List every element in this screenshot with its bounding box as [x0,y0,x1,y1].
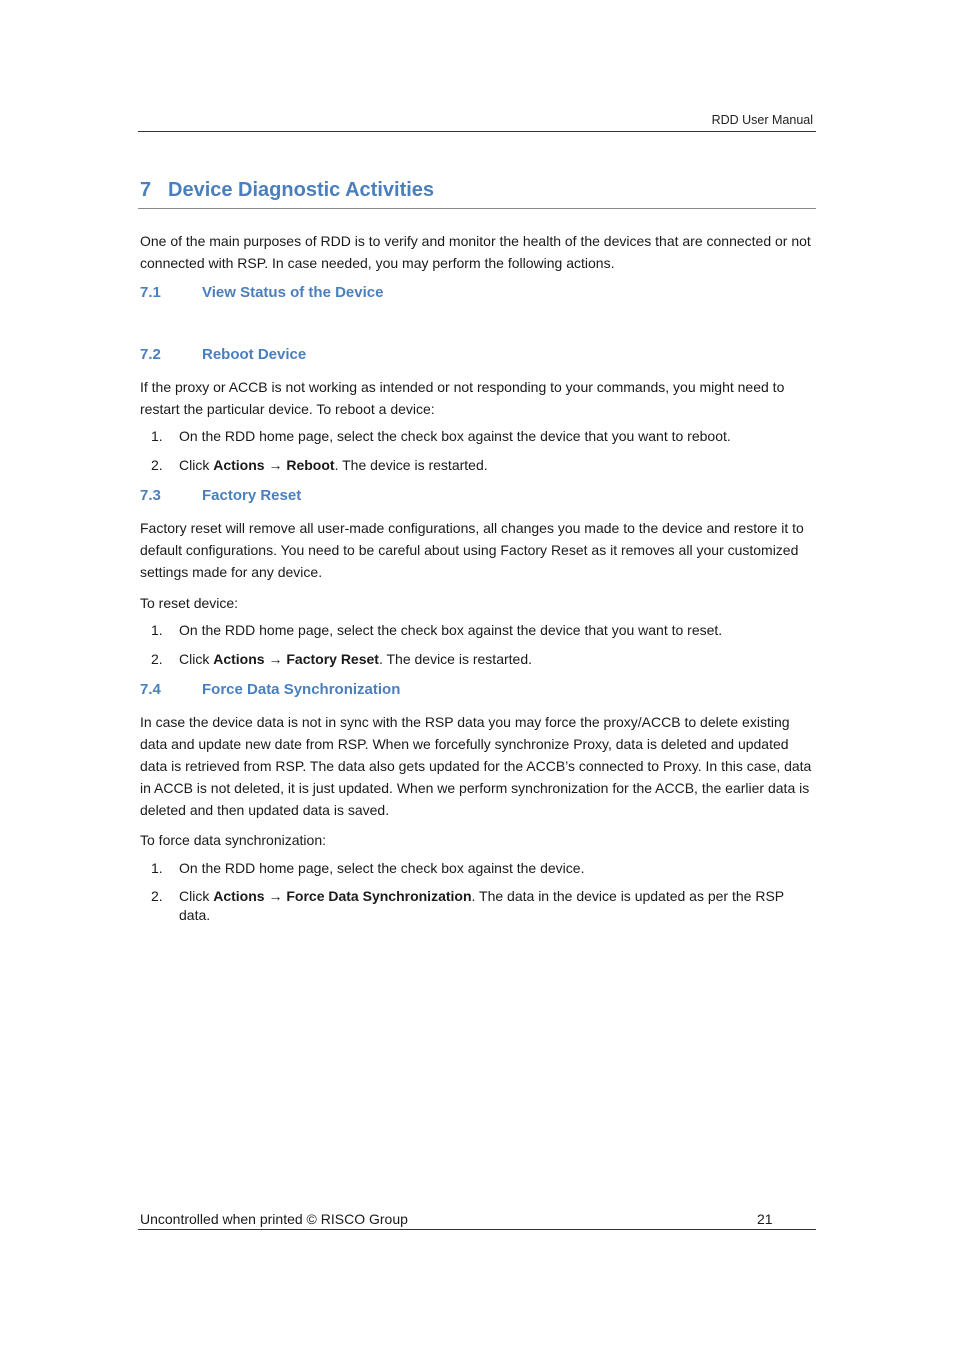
section-intro-7-2: If the proxy or ACCB is not working as intended or not responding to your commands, you might need to restart the particular device. To reboot a device: [140,379,785,417]
actions-label: Actions [213,888,265,904]
arrow-icon: → [264,888,287,904]
running-header: RDD User Manual [711,113,813,127]
list-text: Click Actions → Reboot. The device is restarted. [179,457,488,473]
list-number: 1. [151,428,163,444]
list-number: 2. [151,651,163,667]
list-item [151,859,811,878]
section-lead-7-4: To force data synchronization: [140,832,326,848]
list-item [151,427,811,446]
list-text: On the RDD home page, select the check box against the device that you want to reset. [179,622,723,638]
arrow-icon: → [264,457,287,473]
actions-label: Actions [213,457,265,473]
list-number: 1. [151,860,163,876]
chapter-number: 7 [140,179,152,201]
list-text: On the RDD home page, select the check box against the device. [179,860,585,876]
section-heading-7-4 [140,681,400,698]
section-number: 7.1 [140,284,161,301]
reboot-label: Reboot [286,457,335,473]
section-heading-7-3 [140,487,301,504]
list-number: 2. [151,457,163,473]
section-title: Force Data Synchronization [202,681,401,698]
section-number: 7.2 [140,346,161,363]
footer-notice: Uncontrolled when printed © RISCO Group [140,1211,408,1227]
section-intro-7-4: In case the device data is not in sync with the RSP data you may force the proxy/ACCB to delete existing data and update new date from RSP. When we forcefully synchronize Proxy, data is deleted and updated data is retrieved from RSP. The data also gets updated for the ACCB’s connected to Proxy. In this case, data in ACCB is not deleted, it is just updated. When we perform synchronization for the ACCB, the earlier data is deleted and then updated data is saved. [140,714,812,818]
section-title: Factory Reset [202,487,302,504]
list-text: Click Actions → Force Data Synchronization. The data in the device is updated as per the RSP data. [179,888,784,923]
page-number: 21 [757,1211,773,1227]
chapter-rule [138,208,816,209]
list-item [151,887,811,925]
list-item [151,456,811,475]
list-number: 2. [151,888,163,904]
section-lead-7-3: To reset device: [140,595,239,611]
force-sync-label: Force Data Synchronization [286,888,472,904]
section-heading-7-1 [140,284,383,301]
chapter-title-text: Device Diagnostic Activities [168,179,435,201]
chapter-intro: One of the main purposes of RDD is to verify and monitor the health of the devices that are connected or not connected with RSP. In case needed, you may perform the following actions. [140,233,811,271]
list-number: 1. [151,622,163,638]
header-rule [138,131,816,132]
footer-rule [138,1229,816,1230]
section-intro-7-3: Factory reset will remove all user-made configurations, all changes you made to the device and restore it to default configurations. You need to be careful about using Factory Reset as it removes all your customized settings made for any device. [140,520,804,580]
list-item [151,650,811,669]
section-title: Reboot Device [202,346,307,363]
section-number: 7.4 [140,681,161,698]
chapter-title [140,179,434,202]
list-text: Click Actions → Factory Reset. The device is restarted. [179,651,532,667]
factory-reset-label: Factory Reset [286,651,379,667]
arrow-icon: → [264,651,287,667]
section-title: View Status of the Device [202,284,384,301]
list-item [151,621,811,640]
section-heading-7-2 [140,346,306,363]
actions-label: Actions [213,651,265,667]
list-text: On the RDD home page, select the check box against the device that you want to reboot. [179,428,731,444]
section-number: 7.3 [140,487,161,504]
